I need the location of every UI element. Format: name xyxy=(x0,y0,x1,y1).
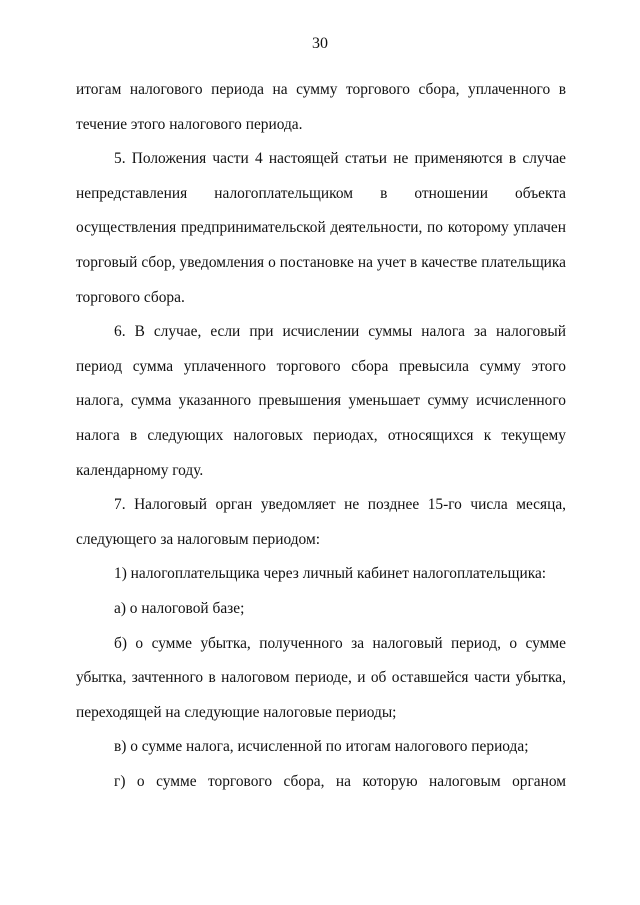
paragraph-item-7: 7. Налоговый орган уведомляет не позднее 15-го числа месяца, следующего за налоговым периодом: xyxy=(76,496,566,548)
paragraph-item-5: 5. Положения части 4 настоящей статьи не применяются в случае непредставления налогоплательщиком в отношении объекта осуществления предпринимательской деятельности, по которому уплачен торговый сбор, уведомления о постановке на учет в качестве плательщика торгового сбора. xyxy=(76,150,566,306)
subitem-v: в) о сумме налога, исчисленной по итогам налогового периода; xyxy=(114,738,529,756)
subitem-a: а) о налоговой базе; xyxy=(114,599,245,617)
paragraph-continuation: итогам налогового периода на сумму торгового сбора, уплаченного в течение этого налогового периода. xyxy=(76,81,566,133)
paragraph-item-6: 6. В случае, если при исчислении суммы налога за налоговый период сумма уплаченного торгового сбора превысила сумму этого налога, сумма указанного превышения уменьшает сумму исчисленного налога в следующих налоговых периодах, относящихся к текущему календарному году. xyxy=(76,323,566,479)
page-number: 30 xyxy=(312,35,328,52)
document-body xyxy=(76,73,566,799)
subitem-b: б) о сумме убытка, полученного за налоговый период, о сумме убытка, зачтенного в налоговом периоде, и об оставшейся части убытка, переходящей на следующие налоговые периоды; xyxy=(76,634,566,721)
subitem-g: г) о сумме торгового сбора, на которую налоговым органом xyxy=(114,772,566,790)
subitem-1: 1) налогоплательщика через личный кабинет налогоплательщика: xyxy=(114,565,547,583)
